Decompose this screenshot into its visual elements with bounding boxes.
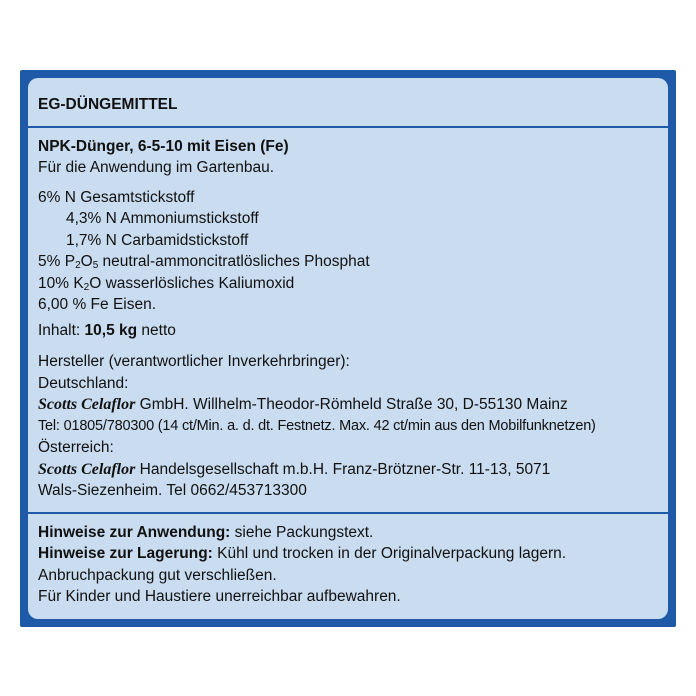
contents-amount: 10,5 kg [84,321,138,339]
nutrient-n-total: 6% N Gesamtstickstoff [38,188,195,206]
label-panel [28,78,668,619]
tel-de: Tel: 01805/780300 (14 ct/Min. a. d. dt. Festnetz. Max. 42 ct/min aus den Mobilfunknetzen) [38,417,596,434]
note-children: Für Kinder und Haustiere unerreichbar aufbewahren. [38,588,401,605]
note-usage: Hinweise zur Anwendung: siehe Packungstext. [38,523,374,541]
brand-logo-at: Scotts Celaflor [38,460,136,478]
nutrient-potassium: 10% $K_2O$ wasserlösliches Kaliumoxid [38,274,295,293]
nutrient-iron: 6,00 % Fe Eisen. [38,296,157,313]
nutrient-phosphate: 5% $P_2O_5$ neutral-ammoncitratlösliches Phosphat [38,253,370,271]
nutrient-n-ammonium: 4,3% N Ammoniumstickstoff [66,210,259,227]
divider-bottom [28,512,668,514]
nutrient-n-carbamid: 1,7% N Carbamidstickstoff [66,231,249,249]
address-de: Scotts Celaflor GmbH. Willhelm-Theodor-Römheld Straße 30, D-55130 Mainz [38,396,568,413]
divider-top [28,126,668,128]
city-tel-at: Wals-Siezenheim. Tel 0662/453713300 [38,482,307,499]
label-frame [20,70,676,627]
address-at: Scotts Celaflor Handelsgesellschaft m.b.H. Franz-Brötzner-Str. 11-13, 5071 [38,460,551,478]
usage-line: Für die Anwendung im Gartenbau. [38,159,275,176]
country-at: Österreich: [38,439,114,456]
contents-line: Inhalt: 10,5 kg netto [38,321,176,339]
country-de: Deutschland: [38,374,129,392]
note-storage-2: Anbruchpackung gut verschließen. [38,566,277,584]
label-title: EG-DÜNGEMITTEL [38,96,178,113]
product-line: NPK-Dünger, 6-5-10 mit Eisen (Fe) [38,137,289,155]
note-storage: Hinweise zur Lagerung: Kühl und trocken in der Originalverpackung lagern. [38,545,567,562]
brand-logo-de: Scotts Celaflor [38,396,136,413]
manufacturer-heading: Hersteller (verantwortlicher Inverkehrbringer): [38,353,350,370]
